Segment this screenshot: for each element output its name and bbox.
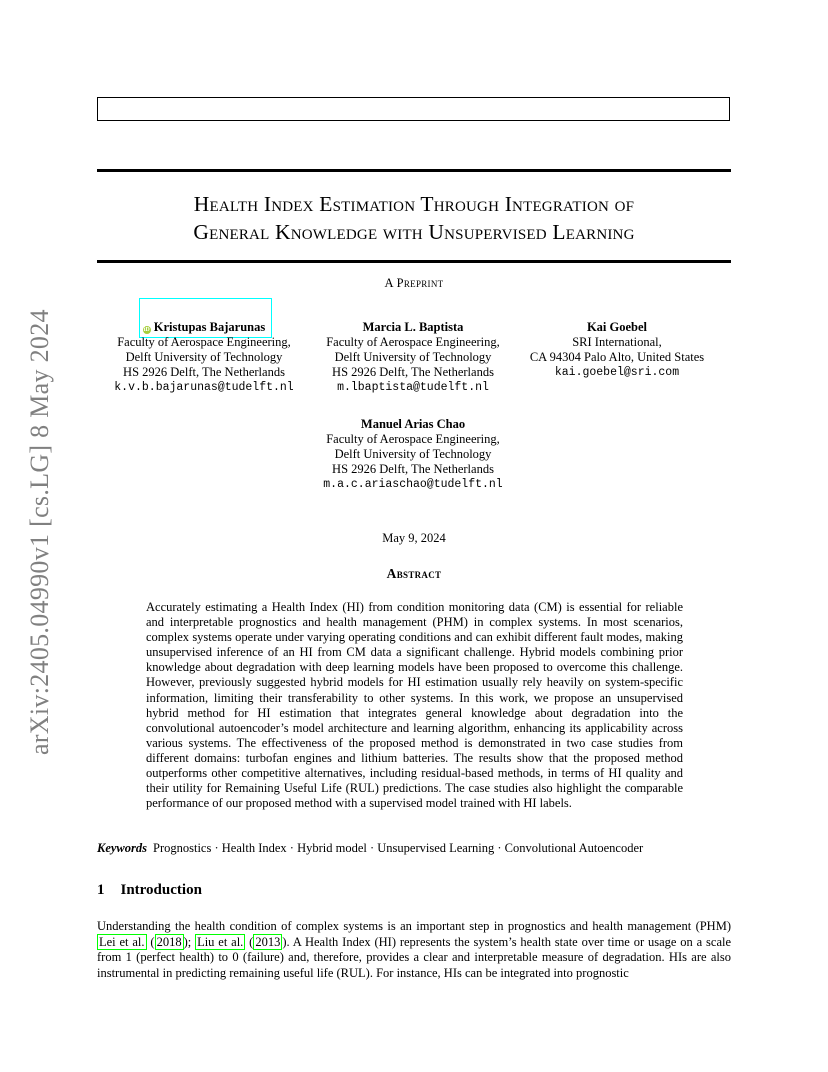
intro-sep: ( <box>146 934 155 949</box>
author-block-3 <box>512 320 722 380</box>
header-box <box>97 97 730 121</box>
author-name-4: Manuel Arias Chao <box>360 417 466 431</box>
section-heading <box>97 882 202 899</box>
keywords-label: Keywords <box>97 841 147 855</box>
author-affil-1: SRI International, <box>572 335 662 349</box>
arxiv-sidebar-stamp: arXiv:2405.04990v1 [cs.LG] 8 May 2024 <box>25 309 54 755</box>
author-affil-2: CA 94304 Palo Alto, United States <box>529 350 705 364</box>
citation-link[interactable]: Liu et al. <box>197 934 244 949</box>
author-name-1[interactable]: iD Kristupas Bajarunas <box>143 320 266 334</box>
title-line-2: General Knowledge with Unsupervised Learning <box>193 220 635 244</box>
citation-link[interactable]: Lei et al. <box>99 934 145 949</box>
author-name-2: Marcia L. Baptista <box>362 320 464 334</box>
keywords-line <box>97 841 731 856</box>
intro-paragraph <box>97 919 731 981</box>
author-name-3: Kai Goebel <box>586 320 648 334</box>
section-number: 1 <box>97 882 105 898</box>
author-block-4 <box>303 417 523 492</box>
author-email: kai.goebel@sri.com <box>554 366 680 379</box>
title-rule-top <box>97 169 731 172</box>
keywords-text: Prognostics · Health Index · Hybrid model · Unsupervised Learning · Convolutional Autoencoder <box>153 841 644 855</box>
author-affil-2: Delft University of Technology <box>334 350 492 364</box>
author-affil-1: Faculty of Aerospace Engineering, <box>117 335 291 349</box>
intro-sep: ( <box>245 934 254 949</box>
intro-text-1: Understanding the health condition of complex systems is an important step in prognostics and health management (PHM) <box>97 919 731 933</box>
author-email: m.lbaptista@tudelft.nl <box>337 381 489 394</box>
abstract-heading: Abstract <box>386 566 442 581</box>
preprint-label: A Preprint <box>384 276 444 290</box>
orcid-icon[interactable]: iD <box>143 327 150 333</box>
intro-text-2: ). A Health Index (HI) represents the system’s health state over time or usage on a scale from 1 (perfect health) to 0 (failure) and, therefore, provides a clear and interpretable measure of degradation. HIs are also instrumental in predicting remaining useful life (RUL). For instance, HIs can be integrated into prognostic <box>97 934 732 980</box>
abstract-text: Accurately estimating a Health Index (HI) from condition monitoring data (CM) is essential for reliable and interpretable prognostics and health management (PHM) in complex systems. In most scenarios, complex systems operate under varying operating conditions and can exhibit different fault modes, making unsupervised inference of an HI from CM data a significant challenge. Hybrid models combining prior knowledge about degradation with deep learning models have been proposed to overcome this challenge. However, previously suggested hybrid models for HI estimation usually rely heavily on system-specific information, limiting their transferability to other systems. In this work, we propose an unsupervised hybrid method for HI estimation that integrates general knowledge about degradation into the convolutional autoencoder’s model architecture and learning algorithm, enhancing its applicability across various systems. The effectiveness of the proposed method is demonstrated in two case studies from different domains: turbofan engines and lithium batteries. The results show that the proposed method outperforms other competitive alternatives, including residual-based methods, in terms of HI quality and their utility for Remaining Useful Life (RUL) predictions. The case studies also highlight the comparable performance of our proposed method with a supervised model trained with HI labels. <box>146 600 683 811</box>
author-affil-2: Delft University of Technology <box>334 447 492 461</box>
citation-link[interactable]: 2018 <box>156 934 182 949</box>
author-address: HS 2926 Delft, The Netherlands <box>332 462 494 476</box>
intro-sep: ); <box>183 934 196 949</box>
paper-date: May 9, 2024 <box>382 531 446 545</box>
title-line-1: Health Index Estimation Through Integration of <box>193 192 635 216</box>
author-email: k.v.b.bajarunas@tudelft.nl <box>114 381 294 394</box>
title-rule-bottom <box>97 260 731 263</box>
paper-title <box>97 190 731 246</box>
author-address: HS 2926 Delft, The Netherlands <box>332 365 494 379</box>
author-email: m.a.c.ariaschao@tudelft.nl <box>323 478 503 491</box>
author-affil-1: Faculty of Aerospace Engineering, <box>326 432 500 446</box>
author-affil-1: Faculty of Aerospace Engineering, <box>326 335 500 349</box>
author-block-1 <box>94 320 314 395</box>
author-block-2 <box>303 320 523 395</box>
author-address: HS 2926 Delft, The Netherlands <box>123 365 285 379</box>
citation-link[interactable]: 2013 <box>255 934 281 949</box>
author-affil-2: Delft University of Technology <box>125 350 283 364</box>
section-title: Introduction <box>120 882 202 898</box>
